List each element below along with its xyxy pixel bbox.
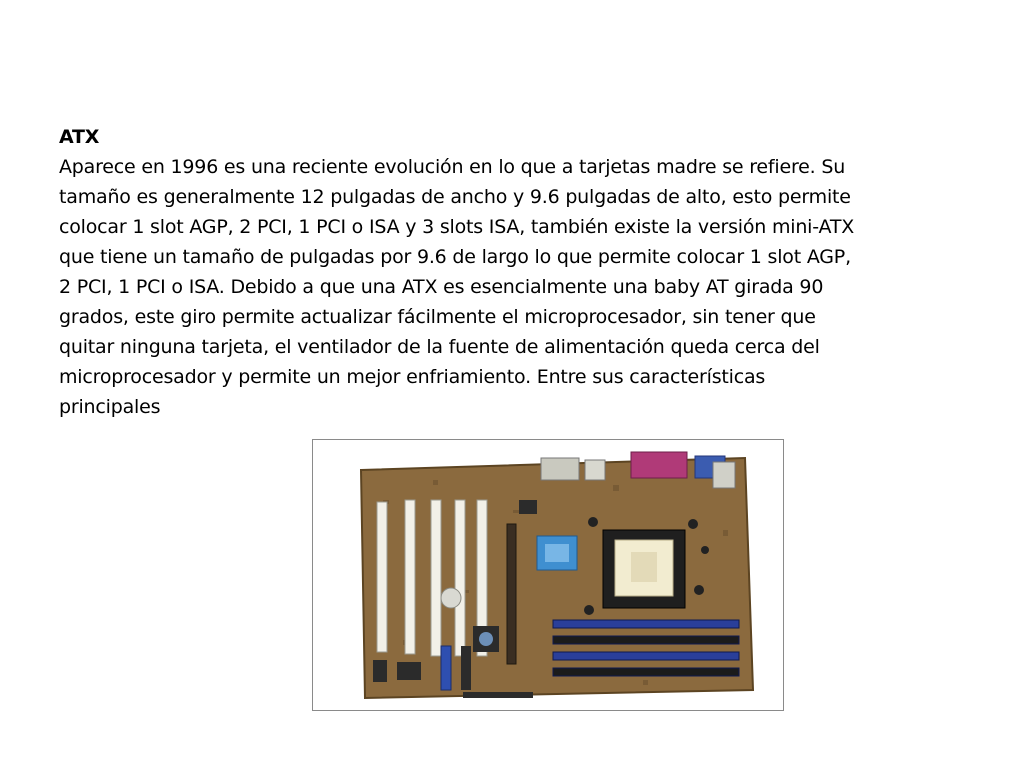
body-line: microprocesador y permite un mejor enfriamiento. Entre sus características bbox=[59, 366, 766, 388]
body-line: 2 PCI, 1 PCI o ISA. Debido a que una ATX es esencialmente una baby AT girada 90 bbox=[59, 276, 824, 298]
slide-text bbox=[59, 122, 959, 422]
body-line: grados, este giro permite actualizar fácilmente el microprocesador, sin tener que bbox=[59, 306, 816, 328]
body-line: principales bbox=[59, 396, 161, 418]
slide-body bbox=[59, 152, 959, 422]
body-line: que tiene un tamaño de pulgadas por 9.6 de largo lo que permite colocar 1 slot AGP, bbox=[59, 246, 851, 268]
body-line: colocar 1 slot AGP, 2 PCI, 1 PCI o ISA y 3 slots ISA, también existe la versión mini-ATX bbox=[59, 216, 855, 238]
body-line: Aparece en 1996 es una reciente evolución en lo que a tarjetas madre se refiere. Su bbox=[59, 156, 846, 178]
motherboard-photo bbox=[312, 439, 784, 711]
motherboard-icon bbox=[313, 440, 783, 710]
slide-heading: ATX bbox=[59, 126, 100, 148]
body-line: quitar ninguna tarjeta, el ventilador de la fuente de alimentación queda cerca del bbox=[59, 336, 820, 358]
body-line: tamaño es generalmente 12 pulgadas de ancho y 9.6 pulgadas de alto, esto permite bbox=[59, 186, 851, 208]
